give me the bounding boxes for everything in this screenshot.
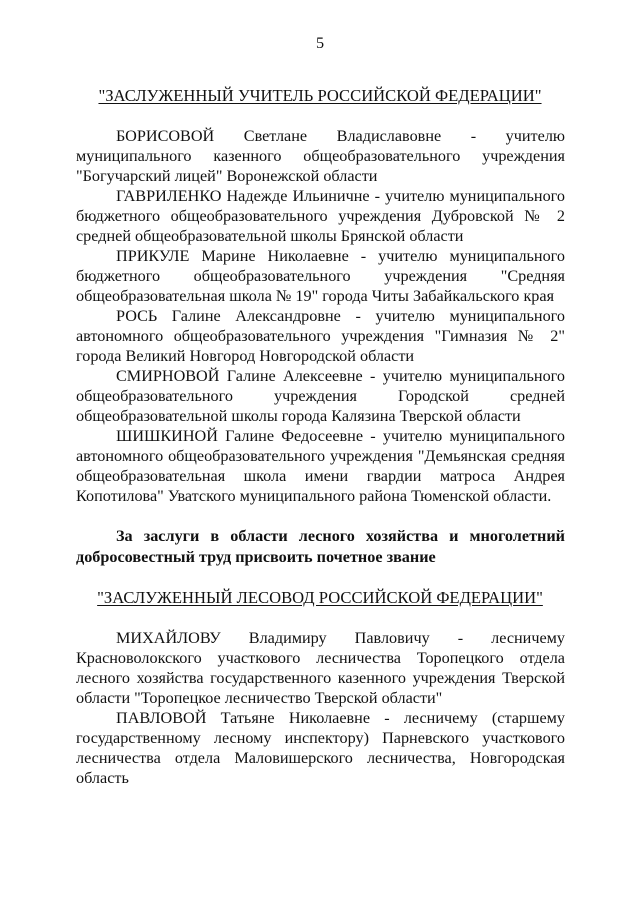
award-entry: ГАВРИЛЕНКО Надежде Ильиничне - учителю муниципального бюджетного общеобразовательного учреждения Дубровской № 2 средней общеобразовательной школы Брянской области: [76, 187, 565, 245]
award-entry: СМИРНОВОЙ Галине Алексеевне - учителю муниципального общеобразовательного учреждения Городской средней общеобразовательной школы города Калязина Тверской области: [76, 367, 565, 425]
award-entry: ПАВЛОВОЙ Татьяне Николаевне - лесничему (старшему государственному лесному инспектору) Парневского участкового лесничества отдела Маловишерского лесничества, Новгородская область: [76, 709, 565, 787]
award-entry: ШИШКИНОЙ Галине Федосеевне - учителю муниципального автономного общеобразовательного учреждения "Демьянская средняя общеобразовательная школа имени гвардии матроса Андрея Копотилова" Уватского муниципального района Тюменской области.: [76, 427, 565, 505]
section-title-forester: "ЗАСЛУЖЕННЫЙ ЛЕСОВОД РОССИЙСКОЙ ФЕДЕРАЦИИ": [97, 588, 543, 607]
award-entry: МИХАЙЛОВУ Владимиру Павловичу - лесничему Красноволокского участкового лесничества Торопецкого отдела лесного хозяйства государственного казенного учреждения Тверской области "Торопецкое лесничество Тверской области": [76, 629, 565, 707]
award-entry: БОРИСОВОЙ Светлане Владиславовне - учителю муниципального казенного общеобразовательного учреждения "Богучарский лицей" Воронежской области: [76, 127, 565, 185]
award-entry: ПРИКУЛЕ Марине Николаевне - учителю муниципального бюджетного общеобразовательного учреждения "Средняя общеобразовательная школа № 19" города Читы Забайкальского края: [76, 247, 565, 305]
section-title-teacher: "ЗАСЛУЖЕННЫЙ УЧИТЕЛЬ РОССИЙСКОЙ ФЕДЕРАЦИИ": [98, 86, 542, 105]
page-number: 5: [315, 34, 325, 52]
award-entry: РОСЬ Галине Александровне - учителю муниципального автономного общеобразовательного учреждения "Гимназия № 2" города Великий Новгород Новгородской области: [76, 307, 565, 365]
decree-text: За заслуги в области лесного хозяйства и многолетний добросовестный труд присвоить почетное звание: [76, 527, 565, 566]
